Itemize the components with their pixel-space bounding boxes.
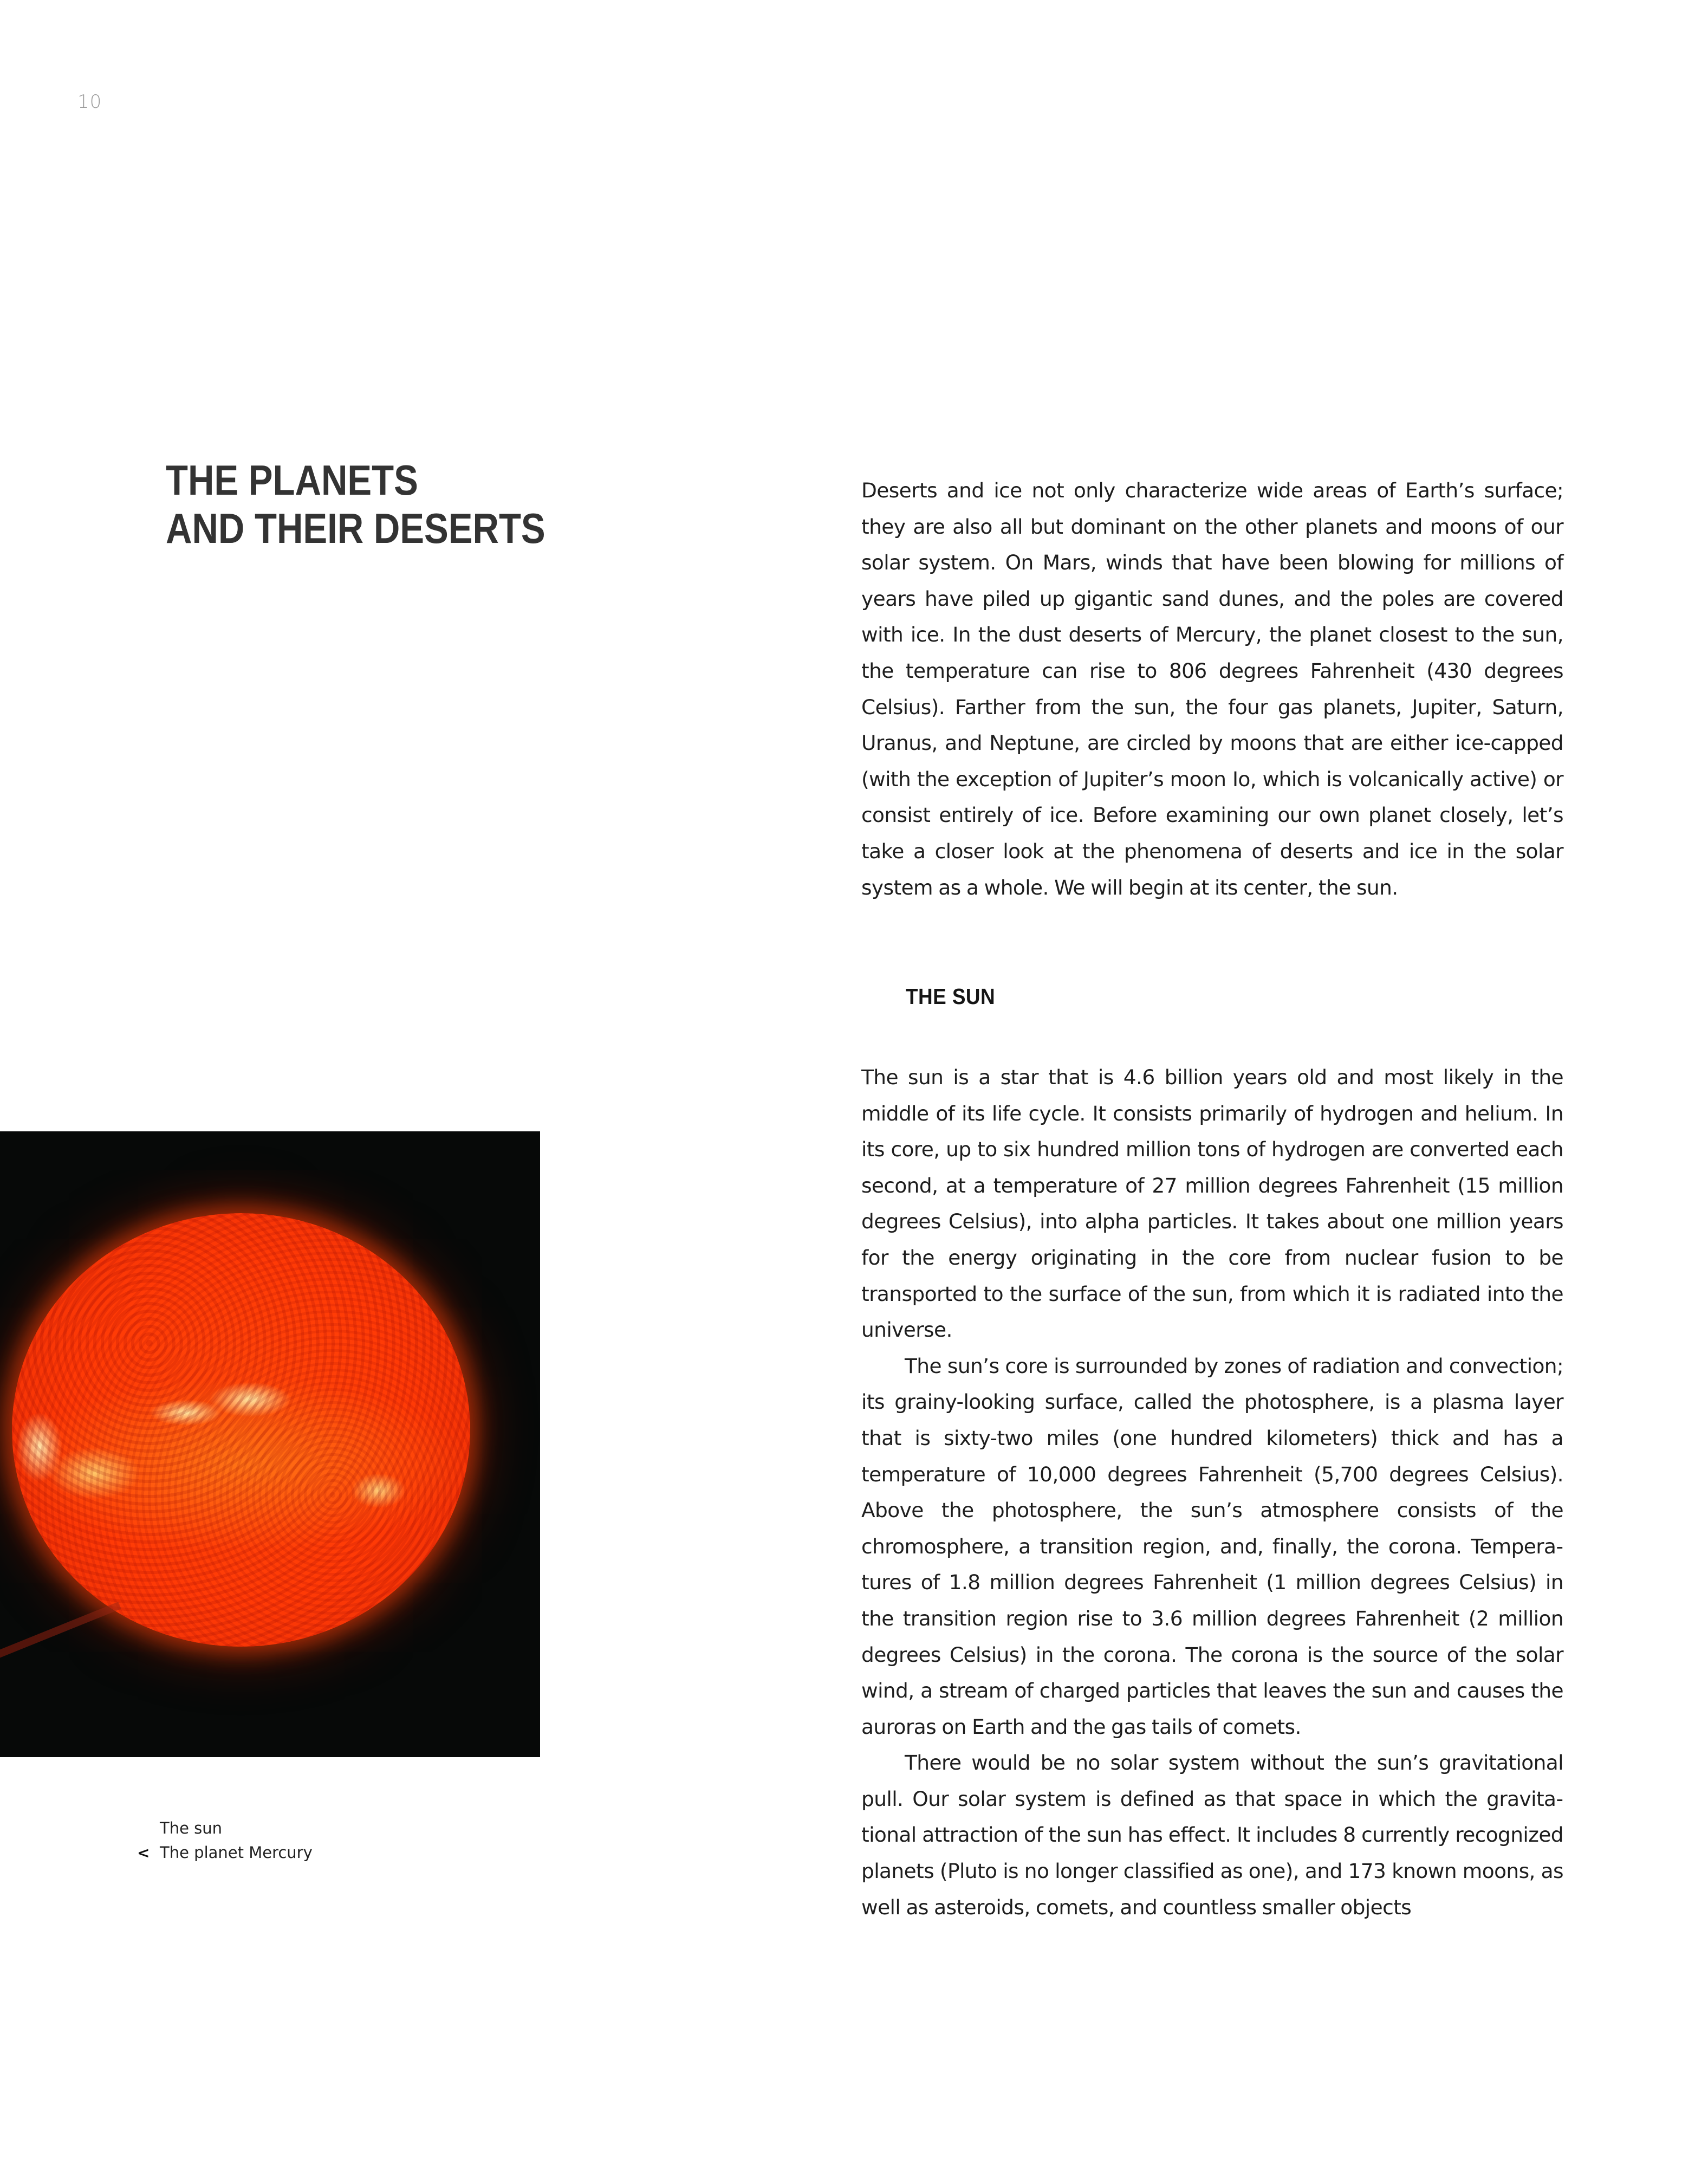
body-paragraph: The sun’s core is surrounded by zones of radiation and convection; its grainy-looking surface, called the photosphere, is a plasma layer that is sixty-two miles (one hundred kilometers) thick and has a temperature of 10,000 degrees Fahrenheit (5,700 degrees Celsius). Above the photosphere, the sun’s atmosphere consists of the chromosphere, a transition region, and, finally, the corona. Temperatures of 1.8 million degrees Fahrenheit (1 million degrees Celsius) in the transition region rise to 3.6 million degrees Fahrenheit (2 million degrees Celsius) in the corona. The corona is the source of the solar wind, a stream of charged particles that leaves the sun and causes the auroras on Earth and the gas tails of comets.	[861, 1354, 1563, 1739]
caption-text: The sun	[160, 1819, 223, 1837]
caption-line-mercury	[137, 1841, 313, 1865]
solar-prominence	[0, 1602, 121, 1661]
arrow-left-icon: <	[137, 1844, 150, 1862]
caption-line-sun	[160, 1816, 313, 1841]
chapter-title-line-1: THE PLANETS	[166, 456, 418, 504]
section-body	[861, 1059, 1563, 1925]
sun-surface-texture	[12, 1213, 470, 1647]
chapter-title	[166, 456, 545, 553]
page-number: 10	[77, 91, 102, 113]
figure-caption	[137, 1816, 313, 1865]
sun-disc	[12, 1213, 470, 1647]
caption-text: The planet Mercury	[160, 1843, 313, 1862]
body-paragraph: There would be no solar system without the sun’s gravitational pull. Our solar system is defined as that space in which the gravitational attraction of the sun has effect. It includes 8 currently recognized planets (Pluto is no longer classified as one), and 173 known moons, as well as asteroids, comets, and countless smaller objects	[861, 1751, 1563, 1919]
intro-text	[861, 472, 1563, 905]
section-title: THE SUN	[906, 984, 996, 1009]
sun-photo	[0, 1131, 540, 1757]
chapter-title-line-2: AND THEIR DESERTS	[166, 504, 545, 552]
body-paragraph: The sun is a star that is 4.6 billion years old and most likely in the middle of its life cycle. It consists primarily of hydrogen and helium. In its core, up to six hundred million tons of hydrogen are converted each second, at a temperature of 27 million degrees Fahrenheit (15 million degrees Celsius), into alpha particles. It takes about one million years for the energy originating in the core from nuclear fusion to be transported to the surface of the sun, from which it is radiated into the universe.	[861, 1065, 1563, 1342]
intro-paragraph: Deserts and ice not only characterize wide areas of Earth’s surface; they are also all but dominant on the other planets and moons of our solar system. On Mars, winds that have been blowing for millions of years have piled up gigantic sand dunes, and the poles are covered with ice. In the dust deserts of Mercury, the planet closest to the sun, the temperature can rise to 806 degrees Fahrenheit (430 degrees Celsius). Farther from the sun, the four gas planets, Jupiter, Saturn, Uranus, and Neptune, are circled by moons that are either ice-capped (with the exception of Jupiter’s moon Io, which is volcanically active) or consist entirely of ice. Before examining our own planet closely, let’s take a closer look at the phenomena of deserts and ice in the solar system as a whole. We will begin at its center, the sun.	[861, 478, 1563, 899]
